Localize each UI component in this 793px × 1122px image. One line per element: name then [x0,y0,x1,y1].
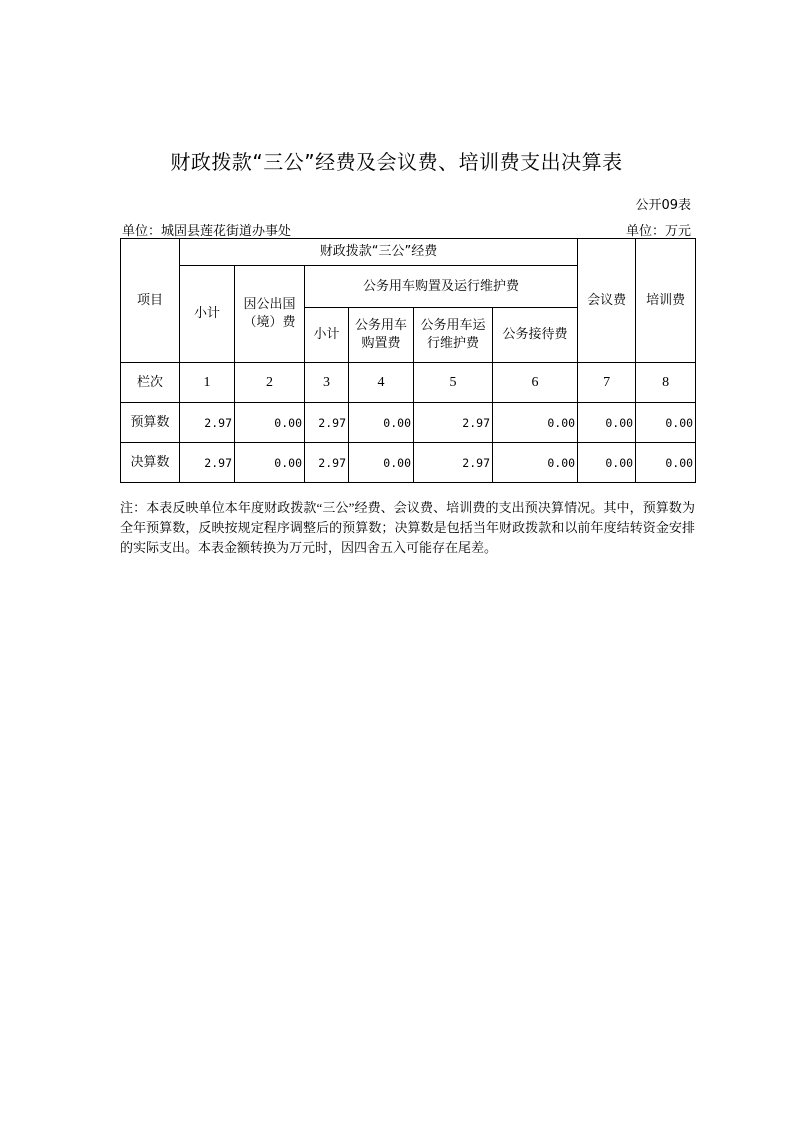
header-vehicle-subtotal: 小计 [305,308,349,363]
table-cell: 2.97 [305,403,349,443]
column-index: 6 [493,363,578,403]
header-vehicle-purchase-line2: 购置费 [361,336,401,351]
header-reception: 公务接待费 [493,308,578,363]
header-vehicle-operation [414,308,493,363]
table-row [121,363,696,403]
table-cell: 2.97 [180,443,235,483]
header-abroad [235,266,305,363]
table-cell: 0.00 [349,403,414,443]
page-title: 财政拨款“三公”经费及会议费、培训费支出决算表 [170,150,623,174]
amount-unit: 单位：万元 [625,224,691,239]
header-vehicle-purchase-line1: 公务用车 [354,318,407,333]
row-label: 预算数 [121,403,180,443]
expenditure-table [120,238,696,483]
header-vehicle-operation-line1: 公务用车运 [420,318,486,333]
table-cell: 2.97 [414,443,493,483]
row-label: 栏次 [121,363,180,403]
column-index: 4 [349,363,414,403]
table-row [121,443,696,483]
header-vehicle-purchase [349,308,414,363]
header-vehicle-group: 公务用车购置及运行维护费 [305,266,578,308]
table-cell: 0.00 [493,403,578,443]
header-abroad-line1: 因公出国 [243,297,296,312]
table-cell: 0.00 [578,403,636,443]
header-meeting: 会议费 [578,239,636,363]
table-note: 注：本表反映单位本年度财政拨款“三公”经费、会议费、培训费的支出预决算情况。其中，预算数为全年预算数，反映按规定程序调整后的预算数；决算数是包括当年财政拨款和以前年度结转资金安排的实际支出。本表金额转换为万元时，因四舍五入可能存在尾差。 [120,500,695,555]
column-index: 3 [305,363,349,403]
header-subtotal: 小计 [180,266,235,363]
column-index: 5 [414,363,493,403]
table-cell: 0.00 [636,403,696,443]
column-index: 7 [578,363,636,403]
table-cell: 0.00 [349,443,414,483]
table-cell: 2.97 [180,403,235,443]
table-cell: 2.97 [414,403,493,443]
header-training: 培训费 [636,239,696,363]
table-cell: 0.00 [636,443,696,483]
column-index: 8 [636,363,696,403]
table-cell: 0.00 [578,443,636,483]
table-cell: 0.00 [235,403,305,443]
header-item: 项目 [121,239,180,363]
row-label: 决算数 [121,443,180,483]
header-vehicle-operation-line2: 行维护费 [426,336,479,351]
table-cell: 0.00 [235,443,305,483]
column-index: 2 [235,363,305,403]
column-index: 1 [180,363,235,403]
table-cell: 2.97 [305,443,349,483]
header-sangong-group: 财政拨款“三公”经费 [180,239,578,266]
header-abroad-line2: （境）费 [243,315,296,330]
table-row [121,403,696,443]
form-code: 公开09表 [635,198,691,213]
reporting-unit: 单位：城固县莲花街道办事处 [122,224,292,239]
table-cell: 0.00 [493,443,578,483]
